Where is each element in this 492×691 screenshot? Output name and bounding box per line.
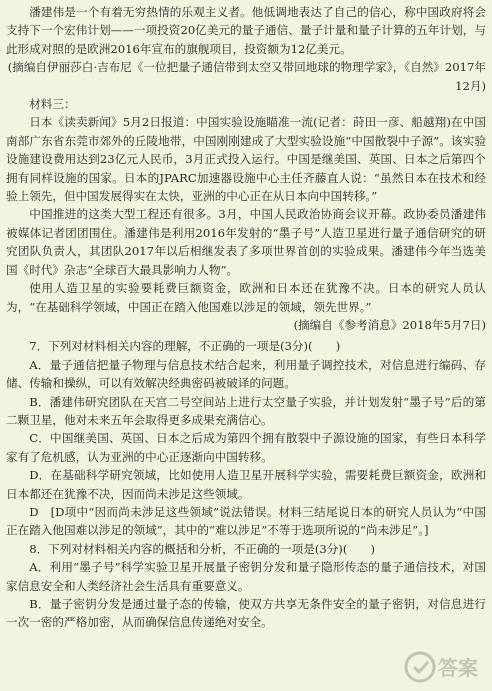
paragraph-p2: 日本《读卖新闻》5月2日报道：中国实验设施瞄准一流(记者：莳田一彦、船越翔)在中国南部广东省东莞市郊外的丘陵地带，中国刚刚建成了大型实验设施“中国散裂中子源”。该实验设施建设费用达到23亿元人民币，3月正式投入运行。中国是继美国、英国、日本之后第四个拥有同样设施的国家。日本的JPARC加速器设施中心主任齐藤直人说：“虽然日本在技术和经验上领先，但中国发展得实在太快，亚洲的中心正在从日本向中国转移。” <box>6 115 486 204</box>
question-7-option-a: A．量子通信把量子物理与信息技术结合起来，利用量子调控技术，对信息进行编码、存储、传输和操纵，可以有效解决经典密码被破译的问题。 <box>6 357 486 391</box>
source-note-2: (摘编自《参考消息》2018年5月7日) <box>293 317 486 332</box>
question-8-option-a: A．利用“墨子号”科学实验卫星开展量子密钥分发和量子隐形传态的量子通信技术，对国家信息安全和人类经济社会生活具有重要意义。 <box>6 560 486 593</box>
watermark-text: 答案 <box>438 656 478 680</box>
source-note-1: (摘编自伊丽莎白·吉布尼《一位把量子通信带到太空又带回地球的物理学家》，《自然》2017年12月) <box>7 60 486 93</box>
question-7: 7．下列对材料相关内容的理解，不正确的一项是(3分)( ) <box>29 339 341 354</box>
paragraph-p3: 中国推进的这类大型工程还有很多。3月，中国人民政治协商会议开幕。政协委员潘建伟被媒体记者团团围住。潘建伟是利用2016年发射的“墨子号”人造卫星进行量子通信研究的研究团队负责人，其团队2017年以后相继发表了多项世界首创的实验成果。潘建伟今年当选美国《时代》杂志“全球百大最具影响力人物”。 <box>6 207 486 277</box>
material-3-heading: 材料三： <box>29 97 76 112</box>
paragraph-p1: 潘建伟是一个有着无穷热情的乐观主义者。他低调地表达了自己的信心，称中国政府将会支持下一个宏伟计划——一项投资20亿美元的量子通信、量子计量和量子计算的五年计划，与此形成对照的是欧洲2016年宣布的旗舰项目，投资额为12亿美元。 <box>6 5 486 56</box>
question-7-option-b: B．潘建伟研究团队在天宫二号空间站上进行太空量子实验，并计划发射“墨子号”后的第二颗卫星，他对未来五年会取得更多成果充满信心。 <box>6 394 486 427</box>
answer-circle-logo-icon <box>404 645 488 689</box>
question-7-answer: D [D项中“因而尚未涉足这些领域”说法错误。材料三结尾说日本的研究人员认为“中国正在踏入他国难以涉足的领域”，其中的“难以涉足”不等于选项所说的“尚未涉足”。] <box>6 504 486 538</box>
question-7-option-c: C．中国继美国、英国、日本之后成为第四个拥有散裂中子源设施的国家，有些日本科学家有了危机感，认为亚洲的中心正逐渐向中国转移。 <box>6 431 486 464</box>
question-8: 8．下列对材料相关内容的概括和分析，不正确的一项是(3分)( ) <box>29 541 376 556</box>
paragraph-p4: 使用人造卫星的实验要耗费巨额资金，欧洲和日本还在犹豫不决。日本的研究人员认为，“在基础科学领域，中国正在踏入他国难以涉足的领域，领先世界。” <box>6 281 486 314</box>
question-7-option-d: D．在基础科学研究领域，比如使用人造卫星开展科学实验，需要耗费巨额资金，欧洲和日本都还在犹豫不决，因而尚未涉足这些领域。 <box>6 468 486 501</box>
question-8-option-b: B．量子密钥分发是通过量子态的传输，使双方共享无条件安全的量子密钥，对信息进行一次一密的严格加密，从而确保信息传递绝对安全。 <box>6 597 486 630</box>
